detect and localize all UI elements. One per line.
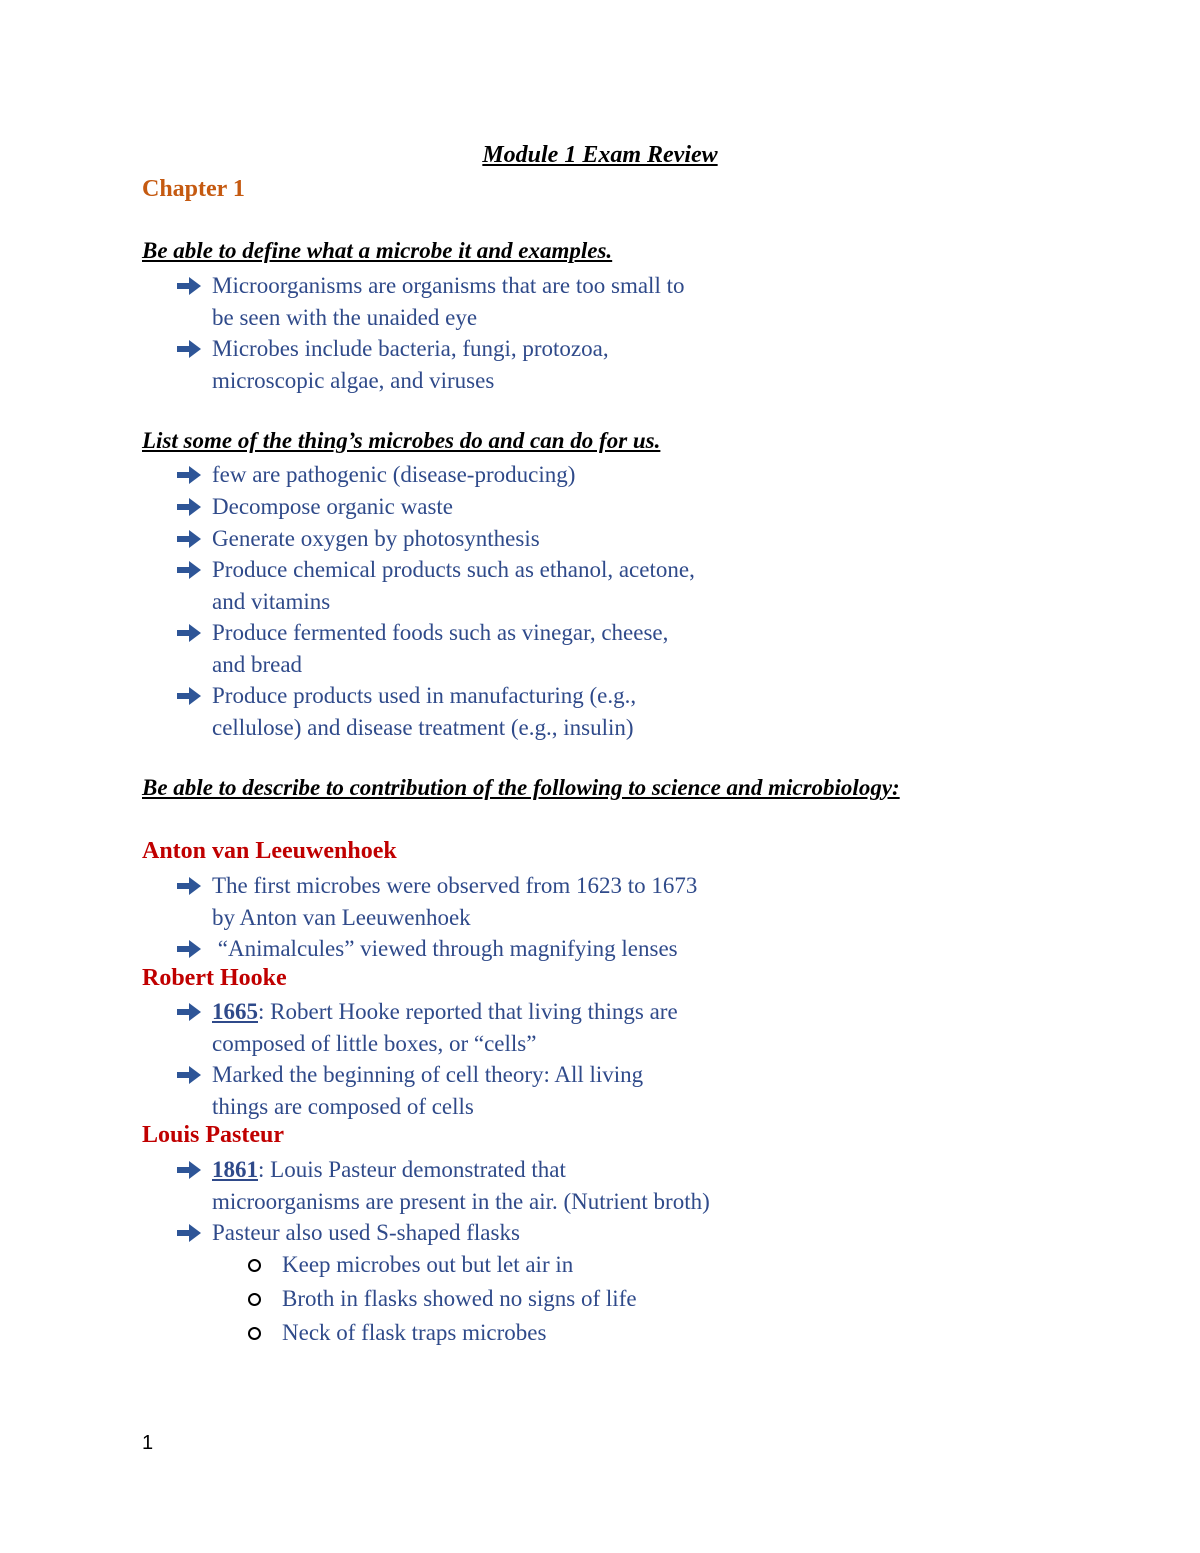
page-number: 1 — [142, 1432, 154, 1454]
right-arrow-icon — [176, 559, 202, 581]
right-arrow-icon — [176, 685, 202, 707]
right-arrow-icon — [176, 464, 202, 486]
year-1665: 1665 — [212, 999, 258, 1024]
section-heading-describe: Be able to describe to contribution of the following to science and microbiology: — [142, 775, 900, 800]
right-arrow-icon — [176, 1222, 202, 1244]
person-heading-pasteur: Louis Pasteur — [142, 1122, 285, 1148]
right-arrow-icon — [176, 528, 202, 550]
hollow-circle-icon — [248, 1293, 261, 1306]
hollow-circle-icon — [248, 1327, 261, 1340]
hollow-circle-icon — [248, 1259, 261, 1272]
page-title: Module 1 Exam Review — [482, 142, 718, 168]
right-arrow-icon — [176, 1064, 202, 1086]
right-arrow-icon — [176, 275, 202, 297]
right-arrow-icon — [176, 1001, 202, 1023]
right-arrow-icon — [176, 496, 202, 518]
right-arrow-icon — [176, 875, 202, 897]
section-heading-define: Be able to define what a microbe it and examples. — [142, 238, 613, 263]
right-arrow-icon — [176, 938, 202, 960]
chapter-heading: Chapter 1 — [142, 176, 245, 202]
right-arrow-icon — [176, 1159, 202, 1181]
right-arrow-icon — [176, 622, 202, 644]
document-page: Module 1 Exam Review Chapter 1 Be able to define what a microbe it and examples. Microorganisms are organisms that are too small to be seen with the unaided eye Microbes include bacteria, fungi, protozoa, microscopic algae, and viruses List some of the thing’s microbes do and can do for us. few are pathogenic (disease-producing) Decompose organic waste Generate oxygen by photosynthesis Produce chemical products such as ethanol, acetone, and vitamins Produce fermented foods such as vinegar, cheese, and bread Produce products used in manufacturing (e.g., cellulose) and disease treatment (e.g., insulin) Be able to describe to contribution of the following to science and microbiology: Anton van Leeuwenhoek The first microbes were observed from 1623 to 1673 by Anton van Leeuwenhoek “Animalcules” viewed through magnifying lenses Robert Hooke 1665: Robert Hooke reported that living things are composed of little boxes, or “cells” Marked the beginning of cell theory: All living things are composed of cells Louis Pasteur 1861: Louis Pasteur demonstrated that microorganisms are present in the air. (Nutrient broth) Pasteur also used S-shaped flasks Keep microbes out but let air in Broth in flasks showed no signs of life Neck of flask traps microbes 1 — [0, 0, 1200, 1553]
person-heading-leeuwenhoek: Anton van Leeuwenhoek — [142, 838, 397, 864]
person-heading-hooke: Robert Hooke — [142, 965, 287, 991]
right-arrow-icon — [176, 338, 202, 360]
year-1861: 1861 — [212, 1157, 258, 1182]
section-heading-list: List some of the thing’s microbes do and can do for us. — [142, 428, 661, 453]
